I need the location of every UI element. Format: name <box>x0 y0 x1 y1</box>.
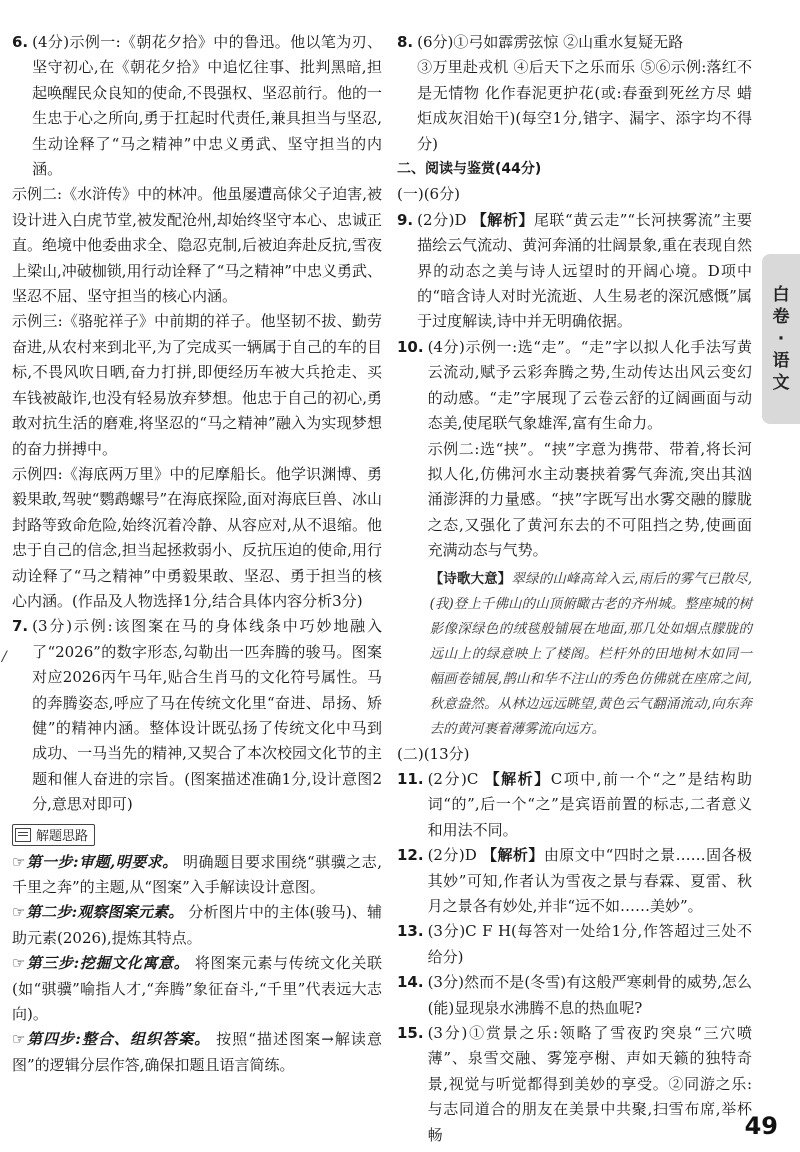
step-text: 明确题目要求围绕“骐骥之志,千里之奔”的主题,从“图案”入手解读设计意图。 <box>12 852 382 896</box>
question-body <box>428 335 752 742</box>
answer-text: (3分)①赏景之乐:领略了雪夜趵突泉“三穴喷薄”、泉雪交融、雾笼亭榭、声如天籁的独特奇景,视觉与听觉都得到美妙的享受。②同游之乐:与志同道合的朋友在美景中共聚,扫雪布席,举杯畅 <box>427 1024 752 1144</box>
side-tab-char: 卷 <box>772 307 790 327</box>
answer-example-2: 示例二:《水浒传》中的林冲。他虽屡遭高俅父子迫害,被设计进入白虎节堂,被发配沧州,却始终坚守本心、忠诚正直。绝境中他委曲求全、隐忍克制,后被迫奔赴反抗,雪夜上梁山,冲破枷锁,用行动诠释了“马之精神”中忠义勇武、坚忍不屈、坚守担当的核心内涵。 <box>12 185 382 306</box>
page-number: 49 <box>744 1112 778 1140</box>
notebook-icon <box>15 828 31 842</box>
solution-approach-header <box>12 824 95 846</box>
poem-meaning-title: 【诗歌大意】 <box>429 570 512 587</box>
side-tab-char: · <box>777 329 785 349</box>
pointing-hand-icon: ☞ <box>12 954 26 973</box>
analysis-tag: 【解析】 <box>484 769 551 788</box>
side-tab-char: 语 <box>772 351 790 371</box>
question-number: 12. <box>397 846 424 865</box>
answer-line-2: ③万里赴戎机 ④后天下之乐而乐 ⑤⑥示例:落红不是无情物 化作春泥更护花(或:春蚕到死丝方尽 蜡炬成灰泪始干)(每空1分,错字、漏字、添字均不得分) <box>417 58 752 153</box>
question-14 <box>397 970 752 1021</box>
step-heading: 第三步:挖掘文化寓意。 <box>26 954 190 973</box>
question-body <box>428 1021 752 1148</box>
poem-text <box>430 567 752 742</box>
analysis-text: C项中,前一个“之”是结构助词“的”,后一个“之”是宾语前置的标志,二者意义和用法不同。 <box>427 769 752 839</box>
answer-text: (3分)然而不是(冬雪)有这般严寒刺骨的威势,怎么(能)显现泉水沸腾不息的热血呢? <box>427 973 752 1017</box>
analysis-text: 尾联“黄云走”“长河挟雾流”主要描绘云气流动、黄河奔涌的壮阔景象,重在表现自然界的动态之美与诗人远望时的开阔心境。D项中的“暗含诗人对时光流逝、人生易老的深沉感慨”属于过度解读,诗中并无明确依据。 <box>417 210 752 331</box>
question-12 <box>397 843 752 919</box>
question-11 <box>397 767 752 843</box>
question-number: 13. <box>397 922 424 941</box>
question-number: 9. <box>397 210 414 229</box>
question-10 <box>397 335 752 742</box>
question-number: 11. <box>397 769 424 788</box>
answer-text <box>417 208 752 335</box>
step-heading: 第四步:整合、组织答案。 <box>26 1030 211 1049</box>
subsection-heading: (二)(13分) <box>397 744 470 763</box>
question-9 <box>397 208 752 335</box>
step-2 <box>12 900 382 951</box>
step-heading: 第一步:审题,明要求。 <box>26 852 178 871</box>
poem-meaning <box>428 567 752 742</box>
question-7 <box>12 614 382 817</box>
question-15 <box>397 1021 752 1148</box>
margin-mark: / <box>2 649 7 665</box>
subsection-heading: (一)(6分) <box>397 185 460 204</box>
poem-meaning-text: 翠绿的山峰高耸入云,雨后的雾气已散尽,(我)登上千佛山的山顶俯瞰古老的齐州城。整座城的树影像深绿色的绒毯般铺展在地面,那几处如烟点朦胧的远山上的绿意映上了楼阁。栏杆外的田地树木如同一幅画卷铺展,鹊山和华不注山的秀色仿佛就在座席之间,秋意盎然。从林边远远眺望,黄色云气翻涌流动,向东奔去的黄河裹着薄雾流向远方。 <box>429 570 752 737</box>
step-heading: 第二步:观察图案元素。 <box>26 903 184 922</box>
question-body <box>32 614 382 817</box>
answer-example-1: (4分)示例一:选“走”。“走”字以拟人化手法写黄云流动,赋予云彩奔腾之势,生动传达出风云变幻的动感。“走”字展现了云卷云舒的辽阔画面与动态美,使尾联气象雄浑,富有生命力。 <box>427 337 752 433</box>
question-number: 15. <box>397 1024 424 1042</box>
step-1 <box>12 850 382 901</box>
question-8 <box>397 30 752 157</box>
question-body <box>428 843 752 919</box>
question-number: 8. <box>397 33 414 51</box>
analysis-tag: 【解析】 <box>471 210 534 229</box>
pointing-hand-icon: ☞ <box>12 852 26 871</box>
answer-score: (2分)D <box>417 210 472 229</box>
pointing-hand-icon: ☞ <box>12 903 26 922</box>
question-body <box>428 919 752 970</box>
answer-score: (2分)C <box>427 769 485 788</box>
question-number: 6. <box>12 33 29 51</box>
analysis-tag: 【解析】 <box>482 846 544 865</box>
question-number: 10. <box>397 337 424 356</box>
answer-text: (3分)示例:该图案在马的身体线条中巧妙地融入了“2026”的数字形态,勾勒出一匹奔腾的骏马。图案对应2026丙午马年,贴合生肖马的文化符号属性。马的奔腾姿态,呼应了马在传统文化里“奋进、昂扬、矫健”的精神内涵。整体设计既弘扬了传统文化中马到成功、一马当先的精神,又契合了本次校园文化节的主题和催人奋进的宗旨。(图案描述准确1分,设计意图2分,意思对即可) <box>32 617 382 814</box>
step-text: 按照“描述图案→解读意图”的逻辑分层作答,确保扣题且语言简练。 <box>12 1030 382 1074</box>
right-column <box>397 30 752 1148</box>
answer-text <box>428 843 752 919</box>
question-body <box>417 208 752 335</box>
pointing-hand-icon: ☞ <box>12 1030 26 1049</box>
section-side-tab <box>762 254 800 424</box>
step-text: 将图案元素与传统文化关联(如“骐骥”喻指人才,“奔腾”象征奋斗,“千里”代表远大志向)。 <box>12 954 382 1024</box>
answer-score: (2分)D <box>427 846 482 865</box>
question-body <box>428 767 752 843</box>
question-body <box>417 30 752 157</box>
answer-example-3: 示例三:《骆驼祥子》中前期的祥子。他坚韧不拔、勤劳奋进,从农村来到北平,为了完成买一辆属于自己的车的目标,不畏风吹日晒,奋力打拼,即便经历车被大兵抢走、买车钱被敲诈,也没有轻易放弃梦想。他忠于自己的初心,勇敢对抗生活的磨难,将坚忍的“马之精神”融入为实现梦想的奋力拼搏中。 <box>12 312 382 458</box>
question-number: 7. <box>12 617 29 636</box>
question-13 <box>397 919 752 970</box>
answer-example-4: 示例四:《海底两万里》中的尼摩船长。他学识渊博、勇毅果敢,驾驶“鹦鹉螺号”在海底探险,面对海底巨兽、冰山封路等致命危险,始终沉着冷静、从容应对,从不退缩。他忠于自己的信念,担当起拯救弱小、反抗压迫的使命,用行动诠释了“马之精神”中勇毅果敢、坚忍、勇于担当的核心内涵。(作品及人物选择1分,结合具体内容分析3分) <box>12 464 382 610</box>
side-tab-char: 白 <box>772 285 790 305</box>
question-body <box>32 30 382 182</box>
answer-example-2: 示例二:选“挟”。“挟”字意为携带、带着,将长河拟人化,仿佛河水主动裹挟着雾气奔流,突出其汹涌澎湃的力量感。“挟”字既写出水雾交融的朦胧之态,又强化了黄河东去的不可阻挡之势,使画面充满动态与气势。 <box>427 439 752 560</box>
answer-text <box>428 767 752 843</box>
solution-approach-label: 解题思路 <box>36 829 89 845</box>
question-body <box>428 970 752 1021</box>
answer-example-1: (4分)示例一:《朝花夕拾》中的鲁迅。他以笔为刃、坚守初心,在《朝花夕拾》中追忆往事、批判黑暗,担起唤醒民众良知的使命,不畏强权、坚忍前行。他的一生忠于心之所向,勇于扛起时代责任,兼具担当与坚忍,生动诠释了“马之精神”中忠义勇武、坚守担当的内涵。 <box>32 33 382 179</box>
section-heading: 二、阅读与鉴赏(44分) <box>397 161 542 178</box>
step-3 <box>12 951 382 1027</box>
step-4 <box>12 1027 382 1078</box>
step-text: 分析图片中的主体(骏马)、辅助元素(2026),提炼其特点。 <box>12 903 382 947</box>
question-6 <box>12 30 382 182</box>
answer-text: (3分)C F H(每答对一处给1分,作答超过三处不给分) <box>427 922 752 966</box>
left-column <box>12 30 382 1078</box>
question-number: 14. <box>397 973 424 992</box>
side-tab-char: 文 <box>772 373 790 393</box>
analysis-text: 由原文中“四时之景……固各极其妙”可知,作者认为雪夜之景与春霖、夏雷、秋月之景各有妙处,并非“远不如……美妙”。 <box>427 846 753 915</box>
answer-line-1: (6分)①弓如霹雳弦惊 ②山重水复疑无路 <box>417 33 684 51</box>
